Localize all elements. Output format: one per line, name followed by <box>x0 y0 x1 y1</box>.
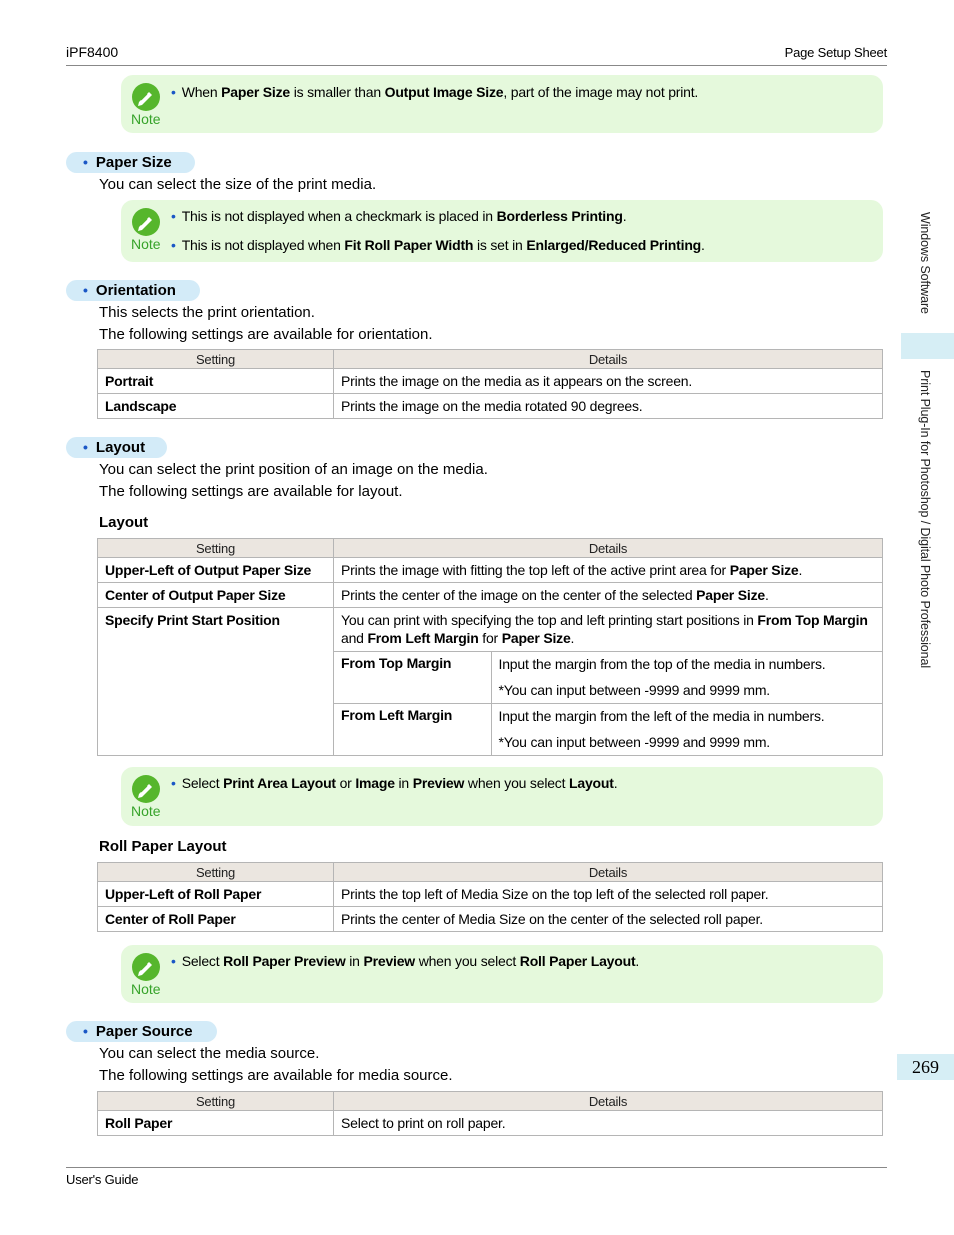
table-row: Roll Paper Select to print on roll paper. <box>98 1111 883 1136</box>
layout-description: The following settings are available for layout. <box>99 483 403 500</box>
paper-source-table <box>97 1091 883 1136</box>
footer-rule <box>66 1167 887 1168</box>
table-row: Landscape Prints the image on the media rotated 90 degrees. <box>98 394 883 419</box>
side-tab-highlight <box>901 333 954 359</box>
column-header-details: Details <box>334 863 883 882</box>
pencil-icon <box>132 953 160 981</box>
note-label: Note <box>131 981 161 997</box>
table-row: Center of Roll Paper Prints the center of Media Size on the center of the selected roll paper. <box>98 907 883 932</box>
header-section-title: Page Setup Sheet <box>784 45 887 60</box>
note-box <box>121 767 883 826</box>
column-header-details: Details <box>334 350 883 369</box>
table-row: Specify Print Start Position You can print with specifying the top and left printing start positions in From Top Margin and From Left Margin for Paper Size. From Top Margin Input the margin from the top of the media in numbers. *You can input between -9999 and 9999 mm. From Left Margin Input the margin from the left of the media in numbers. *You can input between -9999 and 9999 mm. <box>98 608 883 756</box>
footer-guide-title: User's Guide <box>66 1172 139 1187</box>
note-label: Note <box>131 803 161 819</box>
layout-description: You can select the print position of an image on the media. <box>99 461 488 478</box>
orientation-table <box>97 349 883 419</box>
note-text: • When Paper Size is smaller than Output Image Size, part of the image may not print. <box>171 84 699 100</box>
orientation-description: The following settings are available for orientation. <box>99 326 433 343</box>
table-row: From Top Margin Input the margin from the top of the media in numbers. *You can input between -9999 and 9999 mm. <box>334 652 882 704</box>
paper-source-description: You can select the media source. <box>99 1045 320 1062</box>
table-row: From Left Margin Input the margin from the left of the media in numbers. *You can input between -9999 and 9999 mm. <box>334 704 882 755</box>
column-header-setting: Setting <box>98 863 334 882</box>
side-tab-print-plugin[interactable]: Print Plug-In for Photoshop / Digital Photo Professional <box>918 370 932 669</box>
note-label: Note <box>131 111 161 127</box>
paper-size-description: You can select the size of the print media. <box>99 176 377 193</box>
column-header-details: Details <box>334 1092 883 1111</box>
roll-paper-layout-table <box>97 862 883 932</box>
note-box <box>121 200 883 262</box>
note-text: • Select Roll Paper Preview in Preview when you select Roll Paper Layout. <box>171 953 640 969</box>
orientation-description: This selects the print orientation. <box>99 304 315 321</box>
pencil-icon <box>132 83 160 111</box>
table-row: Upper-Left of Roll Paper Prints the top left of Media Size on the top left of the selected roll paper. <box>98 882 883 907</box>
section-heading-paper-source: • Paper Source <box>66 1021 217 1042</box>
layout-table <box>97 538 883 756</box>
header-product: iPF8400 <box>66 44 119 60</box>
subheading-layout: Layout <box>99 514 149 531</box>
table-row: Upper-Left of Output Paper Size Prints the image with fitting the top left of the active print area for Paper Size. <box>98 558 883 583</box>
margin-subtable <box>334 651 882 755</box>
note-text: • Select Print Area Layout or Image in Preview when you select Layout. <box>171 775 618 791</box>
note-text: • This is not displayed when a checkmark is placed in Borderless Printing. <box>171 208 627 224</box>
note-box <box>121 945 883 1003</box>
note-text: • This is not displayed when Fit Roll Paper Width is set in Enlarged/Reduced Printing. <box>171 237 705 253</box>
note-box <box>121 75 883 133</box>
section-heading-layout: • Layout <box>66 437 167 458</box>
section-heading-paper-size: • Paper Size <box>66 152 195 173</box>
column-header-setting: Setting <box>98 350 334 369</box>
pencil-icon <box>132 208 160 236</box>
column-header-setting: Setting <box>98 539 334 558</box>
subheading-roll-paper-layout: Roll Paper Layout <box>99 838 227 855</box>
column-header-setting: Setting <box>98 1092 334 1111</box>
note-label: Note <box>131 236 161 252</box>
page-number: 269 <box>897 1054 954 1080</box>
section-heading-orientation: • Orientation <box>66 280 200 301</box>
column-header-details: Details <box>334 539 883 558</box>
pencil-icon <box>132 775 160 803</box>
side-tab-windows-software[interactable]: Windows Software <box>918 212 932 314</box>
header-rule <box>66 65 887 66</box>
table-row: Portrait Prints the image on the media as it appears on the screen. <box>98 369 883 394</box>
paper-source-description: The following settings are available for media source. <box>99 1067 453 1084</box>
table-row: Center of Output Paper Size Prints the center of the image on the center of the selected Paper Size. <box>98 583 883 608</box>
